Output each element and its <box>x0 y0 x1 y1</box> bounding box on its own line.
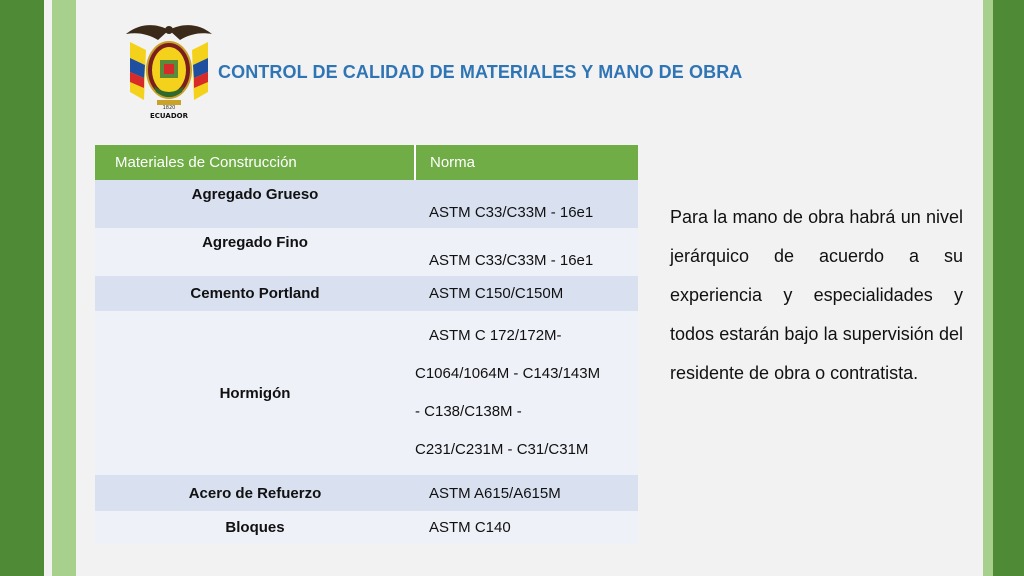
materials-norms-table <box>95 145 638 544</box>
right-dark-stripe <box>993 0 1024 576</box>
table-row <box>95 511 638 544</box>
page-title: CONTROL DE CALIDAD DE MATERIALES Y MANO DE OBRA <box>218 62 743 82</box>
material-cell: Agregado Grueso <box>95 180 415 228</box>
workforce-paragraph: Para la mano de obra habrá un nivel jerárquico de acuerdo a su experiencia y especialidades y todos estarán bajo la supervisión del residente de obra o contratista. <box>670 207 963 383</box>
norma-line: C231/C231M - C31/C31M <box>415 441 589 458</box>
table-row <box>95 228 638 276</box>
norma-cell: ASTM C140 <box>415 511 638 544</box>
table-row <box>95 180 638 228</box>
column-header-norma: Norma <box>415 145 638 180</box>
ecuador-coat-of-arms-icon <box>124 20 214 122</box>
material-cell: Hormigón <box>95 311 415 475</box>
material-cell: Acero de Refuerzo <box>95 475 415 511</box>
table-header-row <box>95 145 638 180</box>
material-cell: Bloques <box>95 511 415 544</box>
svg-text:ECUADOR: ECUADOR <box>150 112 188 120</box>
norma-cell: ASTM C33/C33M - 16e1 <box>415 180 638 228</box>
norma-cell: ASTM C150/C150M <box>415 276 638 311</box>
left-light-stripe <box>52 0 76 576</box>
svg-text:1820: 1820 <box>162 105 176 111</box>
column-header-materials: Materiales de Construcción <box>95 145 415 180</box>
table-row <box>95 276 638 311</box>
material-cell: Cemento Portland <box>95 276 415 311</box>
material-cell: Agregado Fino <box>95 228 415 276</box>
table-row <box>95 311 638 475</box>
norma-line: ASTM C 172/172M- <box>429 327 562 344</box>
norma-line: - C138/C138M - <box>415 403 522 420</box>
table-row <box>95 475 638 511</box>
norma-cell <box>415 311 638 475</box>
left-dark-stripe <box>0 0 44 576</box>
right-light-stripe <box>983 0 993 576</box>
norma-cell: ASTM A615/A615M <box>415 475 638 511</box>
norma-cell: ASTM C33/C33M - 16e1 <box>415 228 638 276</box>
norma-line: C1064/1064M - C143/143M <box>415 365 601 382</box>
